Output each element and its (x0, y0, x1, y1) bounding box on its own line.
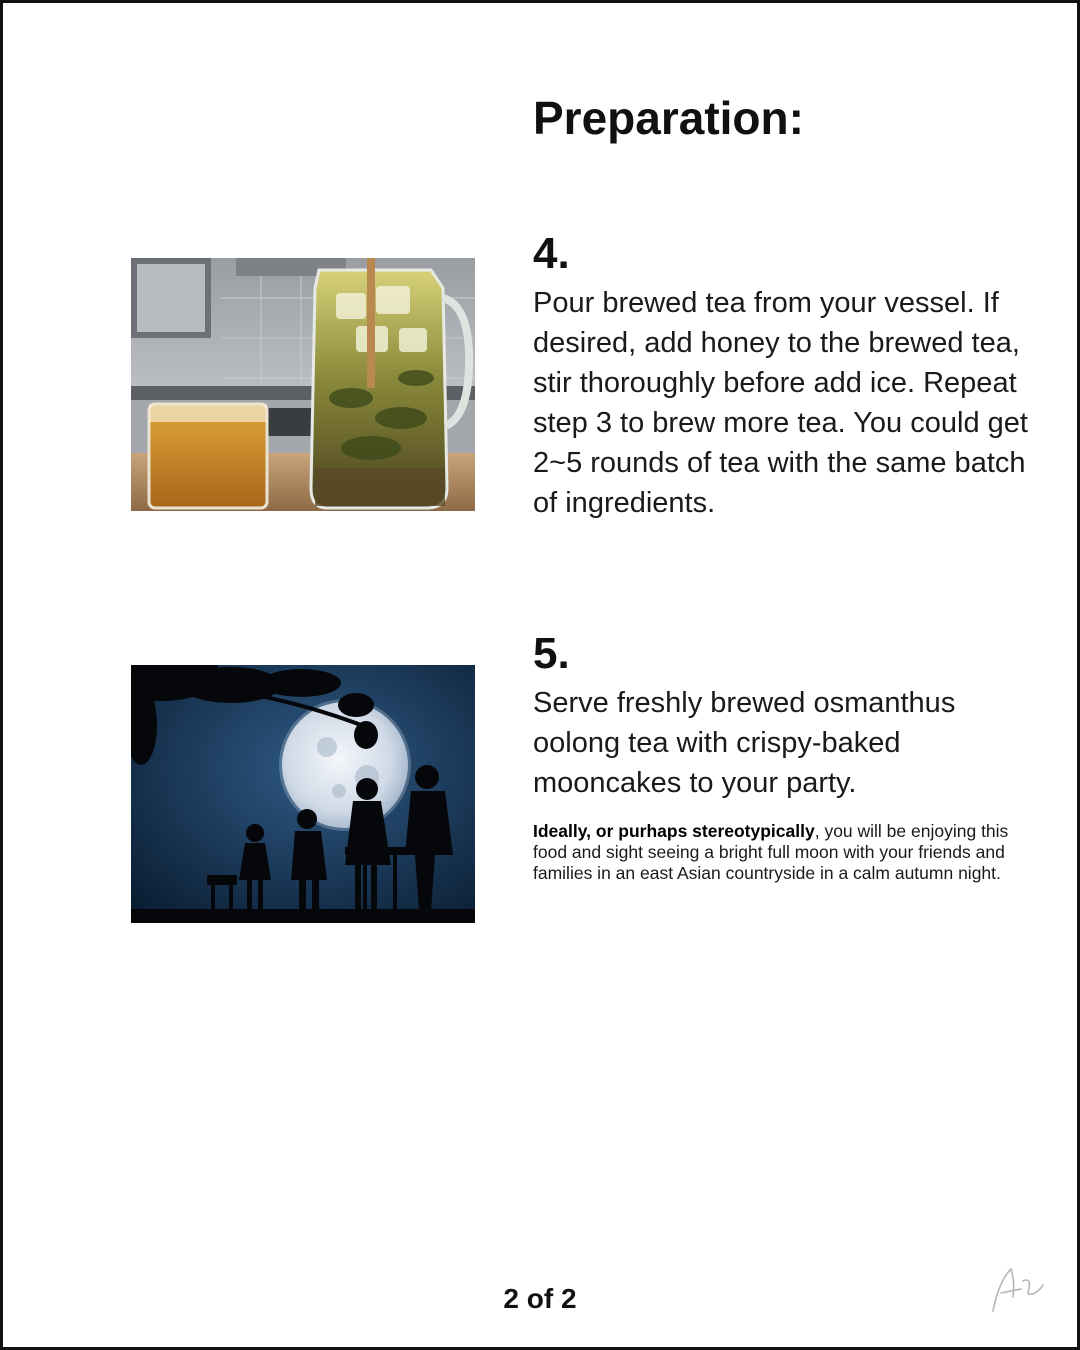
step-4-number: 4. (533, 229, 570, 278)
serving-note-emphasis: Ideally, or purhaps stereotypically (533, 821, 815, 841)
signature-icon (985, 1261, 1049, 1322)
serving-note-body: , you will be enjoying this food and sight seeing a bright full moon with your friends and families in an east Asian countryside in a calm autumn night. (533, 821, 1009, 883)
step-5-number: 5. (533, 629, 570, 678)
full-moon-family-silhouette-photo (131, 665, 475, 923)
iced-tea-pitcher-photo (131, 258, 475, 511)
page-counter: 2 of 2 (503, 1283, 577, 1314)
step-4-text: Pour brewed tea from your vessel. If desired, add honey to the brewed tea, stir thoroughly before add ice. Repeat step 3 to brew more tea. You could get 2~5 rounds of tea with the same batch of ingredients. (533, 287, 1028, 519)
step-5-text: Serve freshly brewed osmanthus oolong tea with crispy-baked mooncakes to your party. (533, 687, 956, 799)
page-title: Preparation: (533, 92, 804, 144)
serving-note (533, 821, 1033, 884)
